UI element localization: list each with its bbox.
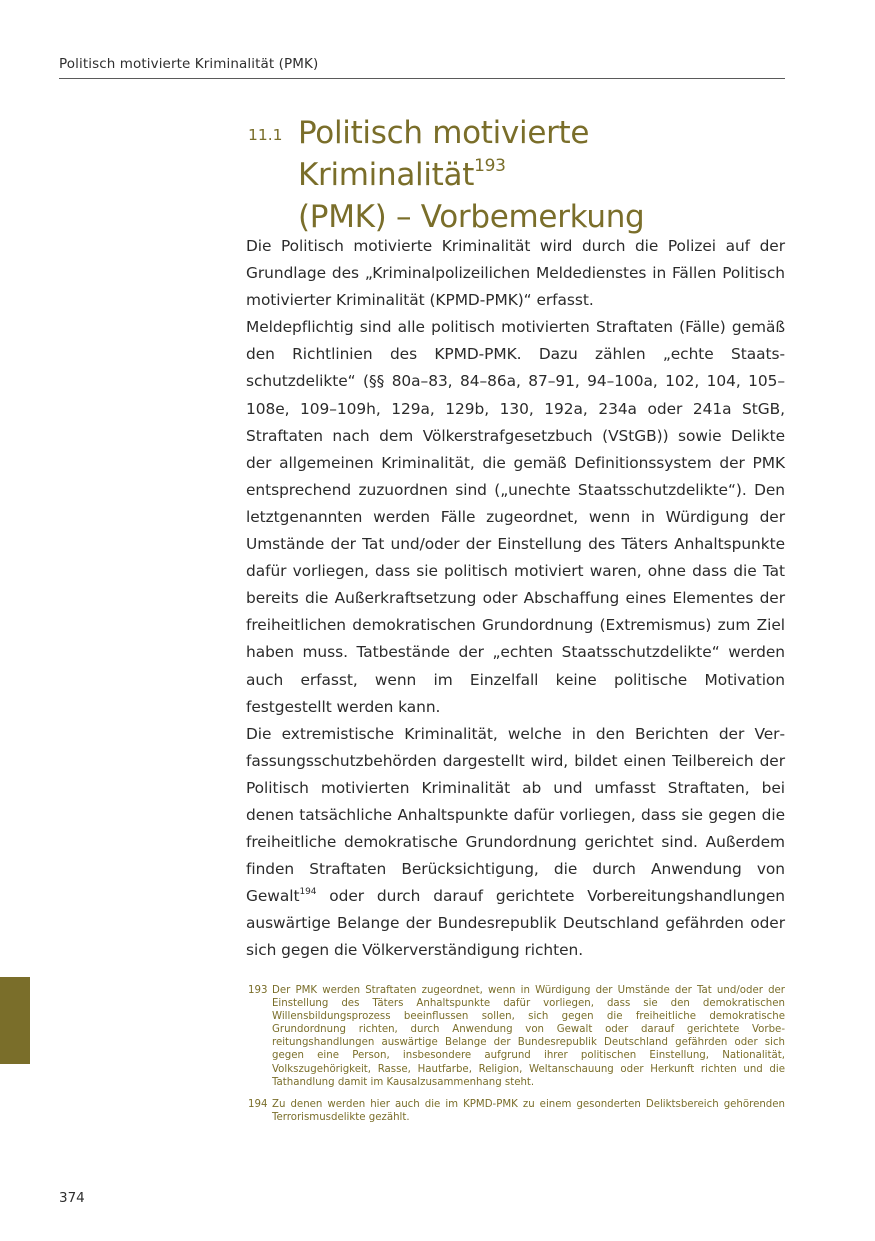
footnote-text: Zu denen werden hier auch die im KPMD-PMK zu einem gesonderten Deliktsbereich gehörenden Terrorismusdelikte gezählt. xyxy=(272,1098,785,1123)
section-number: 11.1 xyxy=(248,126,283,144)
footnote-text: Der PMK werden Straftaten zugeordnet, wenn in Würdigung der Umstände der Tat und/oder der Einstellung des Täters Anhaltspunkte dafür vorliegen, dass sie den demokratischen Willensbildungsprozess beeinflussen sollen, sich gegen die freiheitliche demokratische Grundordnung richten, durch Anwendung von Gewalt oder darauf gerichtete Vorbereitungshandlungen auswärtige Belange der Bundesrepublik Deutschland gefährden oder sich gegen eine Person, insbesondere aufgrund ihrer politischen Einstellung, Nationalität, Volkszugehörigkeit, Rasse, Hautfarbe, Religion, Weltanschauung oder Herkunft richten und die Tathandlung damit im Kausalzusammenhang steht. xyxy=(272,985,785,1088)
footnote-194 xyxy=(248,1098,785,1124)
running-header: Politisch motivierte Kriminalität (PMK) xyxy=(59,56,319,72)
chapter-side-tab xyxy=(0,977,30,1064)
footnote-number: 193 xyxy=(248,985,268,996)
section-title xyxy=(298,112,798,238)
paragraph-2: Meldepflichtig sind alle politisch motivierten Straftaten (Fälle) gemäß den Richtlinien des KPMD-PMK. Dazu zählen „echte Staatsschutzdelikte“ (§§ 80a–83, 84–86a, 87–91, 94–100a, 102, 104, 105–108e, 109–109h, 129a, 129b, 130, 192a, 234a oder 241a StGB, Straftaten nach dem Völkerstrafgesetzbuch (VStGB)) sowie Delikte der allgemeinen Kriminalität, die gemäß Definitionssystem der PMK entsprechend zuzuordnen sind („unechte Staatsschutzdelikte“). Den letztgenannten werden Fälle zugeordnet, wenn in Würdigung der Umstände der Tat und/oder der Einstellung des Täters Anhaltspunkte dafür vorliegen, dass sie politisch motiviert waren, ohne dass die Tat bereits die Außerkraftsetzung oder Abschaffung eines Elementes der freiheitlichen demokratischen Grundordnung (Extremismus) zum Ziel haben muss. Tatbestände der „echten Staatsschutzdelikte“ werden auch erfasst, wenn im Einzelfall keine politische Motivation festgestellt werden kann. xyxy=(246,318,785,716)
footnote-ref-194[interactable]: 194 xyxy=(299,887,317,898)
section-title-line1: Politisch motivierte Kriminalität xyxy=(298,115,590,193)
paragraph-1: Die Politisch motivierte Kriminalität wird durch die Polizei auf der Grundlage des „Kriminalpolizeilichen Meldedienstes in Fällen Politisch motivierter Kriminalität (KPMD-PMK)“ erfasst. xyxy=(246,237,785,310)
footnote-number: 194 xyxy=(248,1098,268,1110)
paragraph-3-text: Die extremistische Kriminalität, welche in den Berichten der Verfassungsschutzbehörden dargestellt wird, bildet einen Teilbereich der Politisch motivierten Kriminalität ab und umfasst Straftaten, bei denen tatsächliche Anhaltspunkte dafür vorliegen, dass sie gegen die freiheitliche demokratische Grundordnung gerichtet sind. Außerdem finden Straftaten Berücksichtigung, die durch Anwendung von Gewalt xyxy=(246,724,785,906)
paragraph-3-continuation: oder durch darauf gerichtete Vorbereitungshandlungen auswärtige Belange der Bundesrepublik Deutschland gefährden oder sich gegen die Völkerverständigung richten. xyxy=(246,887,785,960)
footnote-ref-193[interactable]: 193 xyxy=(474,156,506,176)
page-number: 374 xyxy=(59,1190,85,1206)
footnote-193 xyxy=(248,984,785,1089)
body-text xyxy=(246,233,785,965)
footnotes xyxy=(248,984,785,1133)
section-title-line2: (PMK) – Vorbemerkung xyxy=(298,199,645,235)
paragraph-3 xyxy=(246,721,785,965)
header-divider xyxy=(59,78,785,79)
